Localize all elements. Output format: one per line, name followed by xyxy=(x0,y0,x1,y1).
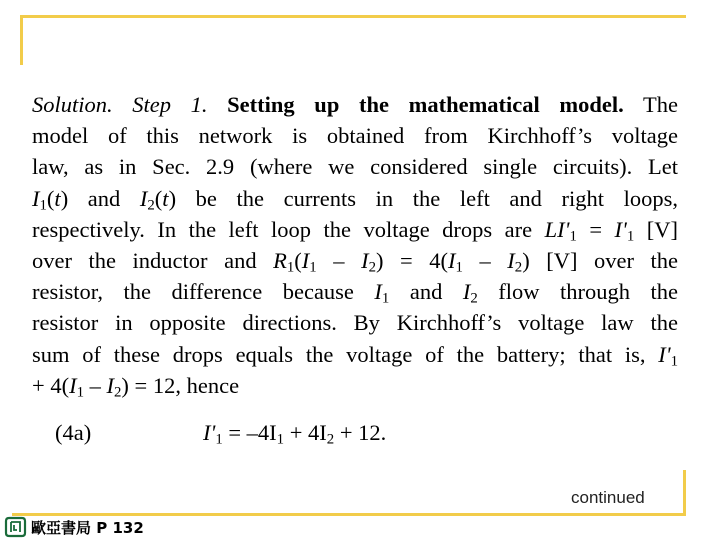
text-line-10: + $4(I_1 - I_2) = 12$, hence xyxy=(32,372,240,401)
line-1-rest: The xyxy=(643,92,679,117)
text-line-8: resistor in opposite directions. By Kirchhoff’s voltage law the xyxy=(32,310,678,336)
symbol-i: I xyxy=(139,185,148,211)
line-6-text: over the inductor and xyxy=(32,248,257,274)
symbol-r: R xyxy=(273,248,287,274)
solution-label: Solution. xyxy=(32,92,113,117)
text-line-1 xyxy=(32,89,678,120)
line-6-rest: [V] over the xyxy=(546,248,679,274)
text-line-5: respectively. In the left loop the voltage drops are $LI'_1 = I'_1$ [V] xyxy=(32,216,678,245)
subscript-1: 1 xyxy=(381,290,390,307)
subscript-1: 1 xyxy=(39,197,47,214)
step-heading: Setting up the mathematical model. xyxy=(227,92,624,117)
symbol-i-prime: I' xyxy=(203,420,216,445)
publisher-footer xyxy=(31,517,144,538)
subscript-1: 1 xyxy=(569,228,577,245)
line-7-text: resistor, the difference because xyxy=(32,279,354,305)
frame-left-rule xyxy=(20,15,23,65)
line-10-rest: = 12, hence xyxy=(134,372,240,398)
symbol-t: t xyxy=(162,185,169,211)
equation-term: + 4I xyxy=(289,420,327,445)
frame-top-rule xyxy=(20,15,686,18)
line-9-text: sum of these drops equals the voltage of the battery; that is, xyxy=(32,341,646,367)
equation-label: (4a) xyxy=(55,420,92,445)
symbol-i: I xyxy=(106,372,114,398)
subscript-1: 1 xyxy=(309,259,317,276)
unit-volt: [V] xyxy=(646,216,678,242)
symbol-i-prime: I' xyxy=(614,216,627,242)
step-label: Step 1. xyxy=(132,92,208,117)
subscript-1: 1 xyxy=(76,384,84,401)
page-number: P 132 xyxy=(96,519,144,537)
line-7-and: and xyxy=(409,279,443,305)
subscript-1: 1 xyxy=(455,259,463,276)
publisher-name: 歐亞書局 xyxy=(31,519,92,537)
text-line-9 xyxy=(32,339,678,370)
subscript-1: 1 xyxy=(286,259,295,276)
text-line-3: law, as in Sec. 2.9 (where we considered single circuits). Let xyxy=(32,154,678,180)
symbol-t: t xyxy=(54,185,61,211)
symbol-li-prime: LI' xyxy=(544,216,570,242)
subscript-2: 2 xyxy=(368,259,376,276)
subscript-1: 1 xyxy=(626,228,635,245)
subscript-1: 1 xyxy=(215,431,223,448)
symbol-i: I xyxy=(69,372,77,398)
solution-paragraph xyxy=(32,89,678,401)
text-line-4: $I_1(t)$ and $I_2(t)$ be the currents in the left and right loops, xyxy=(32,185,678,214)
text-line-6: over the inductor and $R_1(I_1 - I_2) = 4(I_1 - I_2)$ [V] over the xyxy=(32,248,679,276)
symbol-i: I xyxy=(448,248,456,274)
text-line-7 xyxy=(32,276,678,307)
line-5-text: respectively. In the left loop the voltage drops are xyxy=(32,216,533,242)
line-4-rest: be the currents in the left and right loops, xyxy=(195,185,678,211)
subscript-2: 2 xyxy=(326,431,335,448)
subscript-2: 2 xyxy=(147,197,155,214)
symbol-i-prime: I' xyxy=(658,341,671,367)
subscript-1: 1 xyxy=(276,431,285,448)
symbol-i: I xyxy=(462,279,471,305)
equation-constant: + 12. xyxy=(339,420,387,445)
equation-rhs: = –4I xyxy=(228,420,277,445)
symbol-i: I xyxy=(32,185,40,211)
symbol-i: I xyxy=(374,279,382,305)
symbol-i: I xyxy=(301,248,310,274)
subscript-2: 2 xyxy=(470,290,478,307)
symbol-i: I xyxy=(361,248,369,274)
subscript-1: 1 xyxy=(670,353,679,370)
symbol-i: I xyxy=(507,248,515,274)
text-line-2: model of this network is obtained from Kirchhoff’s voltage xyxy=(32,123,678,149)
subscript-2: 2 xyxy=(113,384,122,401)
equation-body xyxy=(203,420,386,446)
frame-right-rule xyxy=(683,470,686,516)
line-7-rest: flow through the xyxy=(498,279,678,305)
publisher-logo-icon xyxy=(4,516,27,538)
continued-label: continued xyxy=(571,488,645,507)
subscript-2: 2 xyxy=(514,259,523,276)
frame-bottom-rule xyxy=(12,513,686,516)
